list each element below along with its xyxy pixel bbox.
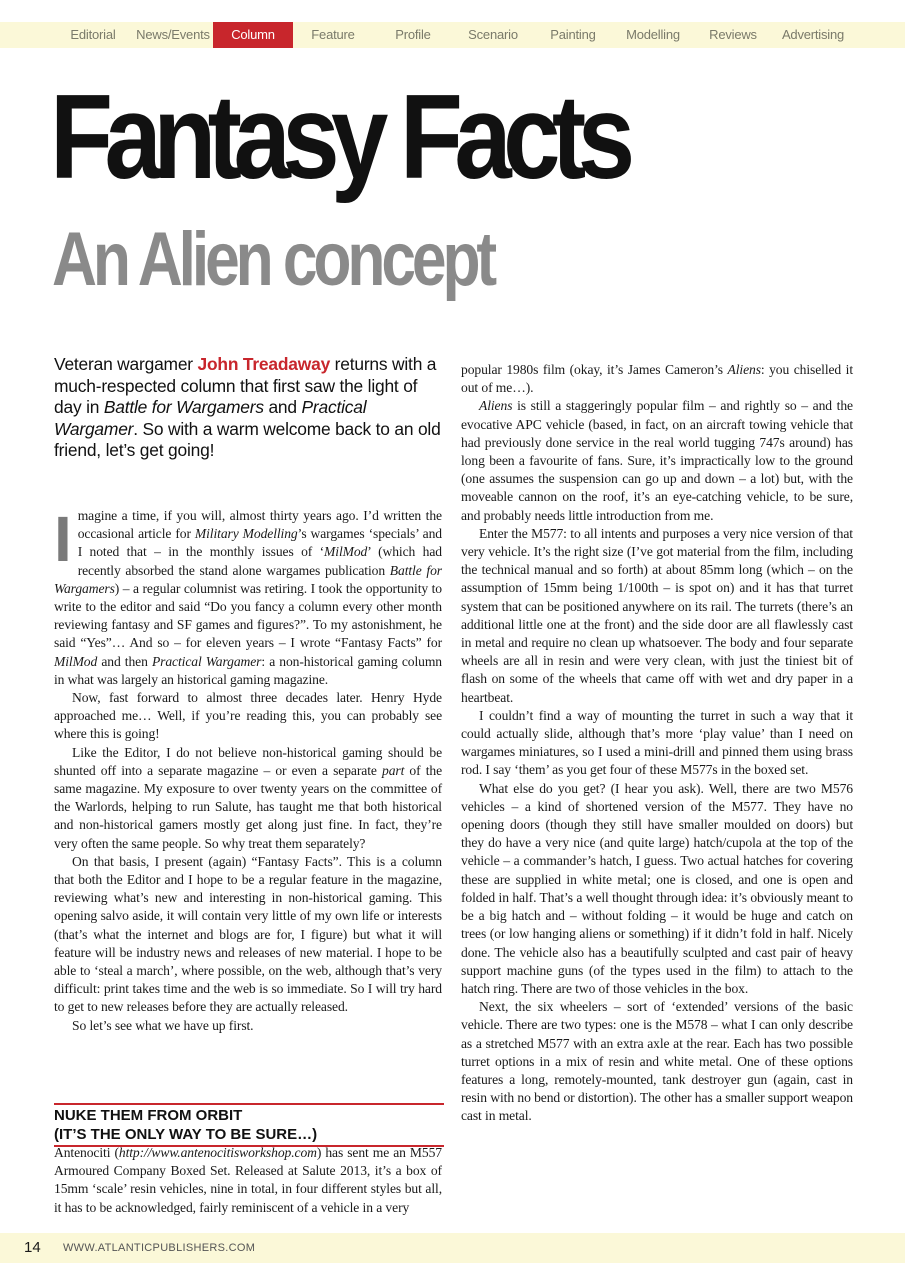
article-paragraph	[461, 397, 853, 524]
text-run: magine a time, if you will, almost thirty years ago. I’d written the occasional article for	[77, 508, 442, 542]
publication-name: Practical Wargamer	[54, 397, 367, 439]
article-paragraph: Enter the M577: to all intents and purposes a very nice version of that very vehicle. It’s the right size (I’ve got material from the film, including the technical manual and so forth) at about 85mm long (which – on the assumption of 15mm being 1/100th – is spot on) and it has that turret system that can be positioned anywhere on its rail. The turrets (there’s an additional little one at the front) and the side door are all flawlessly cast in metal and require no clean up whatsoever. The body and four separate wheels are all in resin and were very clean, with just the tiniest bit of flash on some of the wheels that came off with wet and dry paper in a heartbeat.	[461, 525, 853, 705]
article-paragraph: So let’s see what we have up first.	[72, 1017, 254, 1033]
nav-item-news-events[interactable]: News/Events	[136, 27, 210, 42]
article-paragraph: Next, the six wheelers – sort of ‘extended’ versions of the basic vehicle. There are two types: one is the M578 – what I can only describe as a stretched M577 with an extra axle at the rear. Each has two possible turret options in a mix of resin and white metal. One of these options features a long, remotely-mounted, tank destroyer gun (again, cast in resin with no bend or distortion). The other has a smaller support weapon cast in metal.	[461, 999, 853, 1124]
nav-item-advertising[interactable]: Advertising	[781, 27, 845, 42]
section-subheading	[54, 1103, 444, 1147]
nav-item-reviews[interactable]: Reviews	[709, 27, 757, 42]
italic-text: Aliens	[727, 362, 761, 377]
text-run: Antenociti (	[54, 1145, 119, 1160]
article-paragraph: I couldn’t find a way of mounting the turret in such a way that it could actually slide, although that’s more ‘play value’ than I need on wargames miniatures, so I used a mini-drill and pinned them using brass rod. I say ‘them’ as you get four of these M577s in the boxed set.	[461, 707, 853, 778]
page-title: Fantasy Facts	[50, 70, 627, 204]
subheading-line: NUKE THEM FROM ORBIT	[54, 1107, 243, 1124]
text-run: ’s wargames ‘specials’ and I noted that – in the monthly issues of ‘	[77, 526, 442, 560]
nav-item-editorial[interactable]: Editorial	[70, 27, 116, 42]
article-column-right	[461, 361, 853, 1126]
standfirst-text: . So with a warm welcome back to an old friend, let’s get going!	[54, 418, 441, 460]
article-column-left	[54, 503, 443, 1035]
nav-item-modelling[interactable]: Modelling	[626, 27, 680, 42]
page-subtitle: An Alien concept	[52, 217, 494, 302]
author-name: John Treadaway	[197, 354, 331, 374]
article-paragraph: What else do you get? (I hear you ask). Well, there are two M576 vehicles – a kind of shortened version of the M577. They have no opening doors (though they still have smaller moulded on doors) but they do have a very nice (and quite large) hatch/cupola at the top of the vehicle – a commander’s hatch, I guess. Two actual hatches for covering these are supplied in white metal; one is closed, and one is open and folded in half. That’s a well thought through idea: it’s obviously meant to be a big hatch and – without folding – it would be huge and catch on trees (or low hanging aliens or something) if it didn’t fold in half. Nicely done. The vehicle also has a beautifully sculpted and cast pair of heavy support machine guns (of the types used in the film) to attach to the hatch ring. There are two of those vehicles in the box.	[461, 780, 853, 996]
nav-item-profile[interactable]: Profile	[395, 27, 431, 42]
nav-item-scenario[interactable]: Scenario	[468, 27, 518, 42]
website-link[interactable]: http://www.antenocitisworkshop.com	[118, 1145, 317, 1160]
text-run: is still a staggeringly popular film – and rightly so – and the evocative APC vehicle (based, in fact, on an aircraft towing vehicle that had previously done service in the real world tugging 747s around) has long been a favourite of fans. Sure, it’s impractically low to the ground (one assumes the suspension can go up and down – a lot) but, with the moveable cannon on the roof, it’s an eye-catching vehicle, to be sure, and probably needs little introduction from me.	[461, 398, 853, 523]
text-run: : a non-historical gaming column in what was largely an historical gaming magazine.	[54, 653, 442, 687]
text-run: popular 1980s film (okay, it’s James Cameron’s	[461, 362, 728, 377]
italic-text: Practical Wargamer	[151, 653, 262, 669]
section-nav-bar	[0, 22, 905, 48]
article-paragraph	[54, 1144, 442, 1217]
text-run: : you chiselled it out of me…).	[461, 362, 854, 396]
footer-website-link[interactable]: WWW.ATLANTICPUBLISHERS.COM	[63, 1242, 256, 1254]
article-paragraph: On that basis, I present (again) “Fantasy Facts”. This is a column that both the Editor and I hope to be a regular feature in the magazine, reviewing what’s new and interesting in non-historical gaming. This opening salvo aside, it will contain very little of my own life or interests (that’s what the internet and blogs are for, I figure) but what it will feature will be industry news and releases of new material. I hope to be able to ‘steal a march’, where possible, on the web, although that’s very difficult: print takes time and the web is so immediate. So I will try hard to get to new releases before they are actually released.	[54, 853, 442, 1015]
italic-text: Battle for Wargamers	[54, 562, 442, 596]
italic-text: MilMod	[54, 653, 98, 669]
text-run: ’ (which had recently absorbed the stand alone wargames publication	[77, 544, 442, 578]
subheading-line: (IT’S THE ONLY WAY TO BE SURE…)	[54, 1126, 318, 1143]
text-run: of the same magazine. My exposure to over twenty years on the committee of the Warlords, helping to run Salute, has taught me that both historical and non-historical gamers mostly get along just fine. In fact, they’re very often the same people. So why treat them separately?	[54, 762, 443, 851]
text-run: and then	[97, 653, 152, 669]
article-column-left-bottom	[54, 1144, 442, 1217]
article-paragraph	[54, 503, 442, 689]
page-footer	[0, 1233, 905, 1263]
article-paragraph	[54, 744, 442, 853]
italic-text: part	[382, 762, 405, 778]
nav-item-painting[interactable]: Painting	[550, 27, 596, 42]
standfirst-intro: Veteran wargamer	[54, 354, 198, 374]
standfirst-text: returns with a much-respected column that first saw the light of day in	[54, 354, 437, 417]
standfirst-text: and	[263, 397, 302, 417]
text-run: ) – a regular columnist was retiring. I took the opportunity to write to the editor and said “Do you fancy a column every other month reviewing fantasy and SF games and figures?”. To my astonishment, he said “Yes”… And so – for eleven years – I wrote “Fantasy Facts” for	[54, 580, 442, 651]
italic-text: Aliens	[479, 398, 513, 414]
nav-item-feature[interactable]: Feature	[311, 27, 355, 42]
publication-name: Battle for Wargamers	[103, 397, 264, 417]
drop-cap: I	[54, 503, 72, 575]
text-run: ) has sent me an M557 Armoured Company Boxed Set. Released at Salute 2013, it’s a box of 15mm ‘scale’ resin vehicles, nine in total, in four different styles but all, it has to be acknowledged, fairly reminiscent of a vehicle in a very	[54, 1145, 443, 1215]
italic-text: Military Modelling	[194, 526, 298, 542]
italic-text: MilMod	[324, 544, 368, 560]
standfirst	[54, 354, 446, 462]
nav-item-column[interactable]: Column	[213, 22, 293, 48]
article-paragraph: Now, fast forward to almost three decades later. Henry Hyde approached me… Well, if you’re reading this, you can probably see where this is going!	[54, 690, 442, 742]
article-paragraph-continued	[461, 361, 853, 397]
page-number: 14	[24, 1239, 41, 1256]
text-run: Like the Editor, I do not believe non-historical gaming should be shunted off into a separate magazine – or even a separate	[54, 744, 442, 778]
